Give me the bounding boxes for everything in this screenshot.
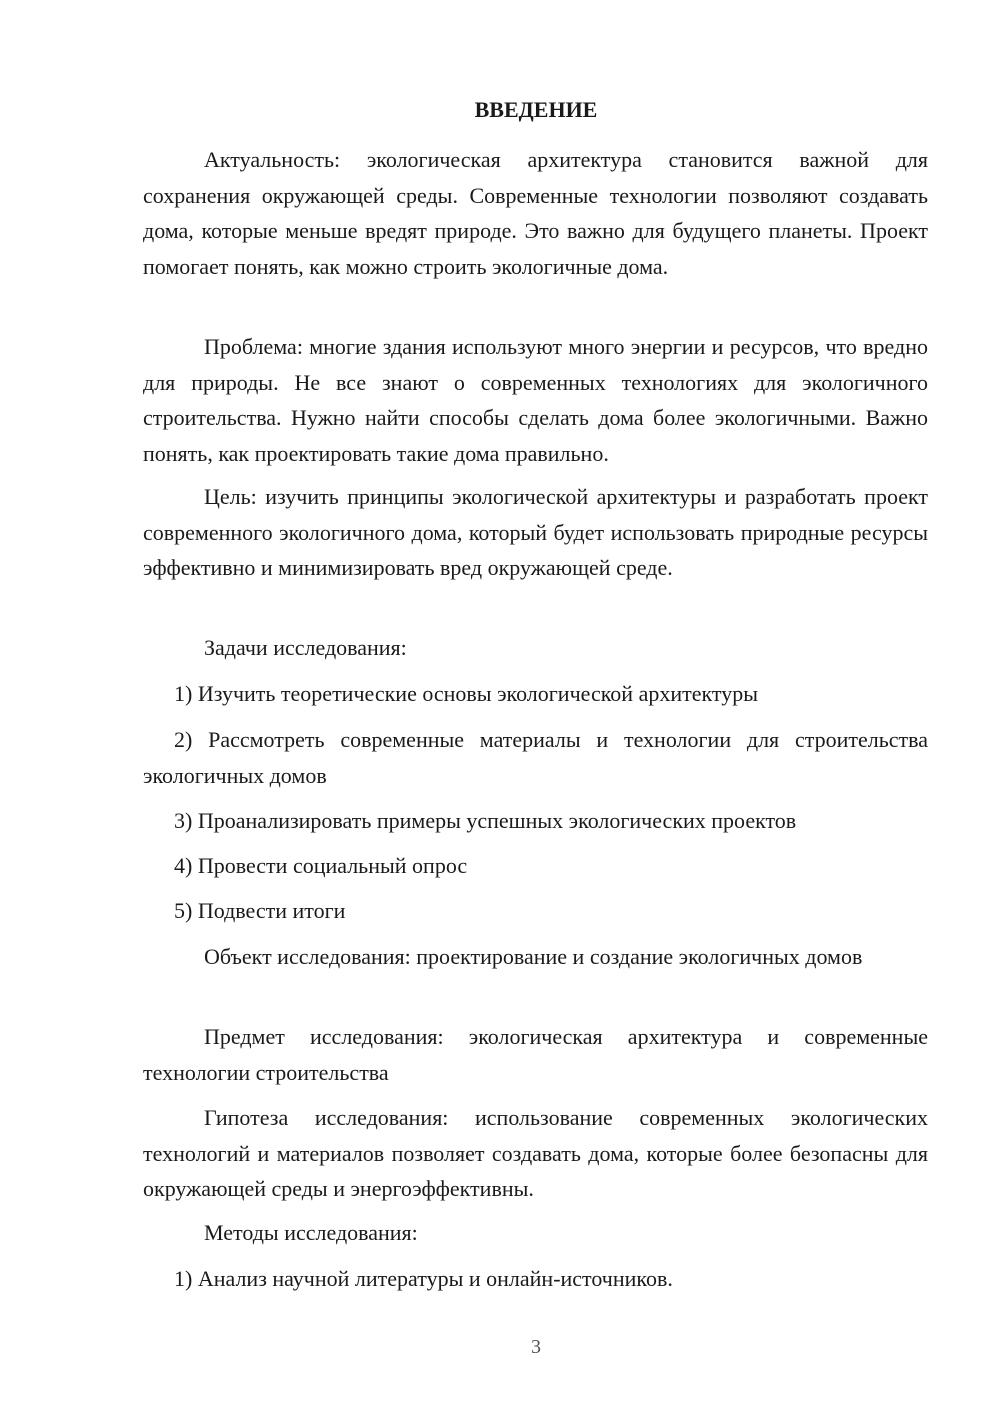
page-number: 3 <box>531 1336 541 1358</box>
method-item-1: 1) Анализ научной литературы и онлайн-источников. <box>174 1266 673 1291</box>
methods-title: Методы исследования: <box>204 1220 418 1245</box>
task-item-2: 2) Рассмотреть современные материалы и технологии для строительства экологичных домов <box>143 727 928 788</box>
page-title: ВВЕДЕНИЕ <box>474 97 598 122</box>
problem-paragraph: Проблема: многие здания используют много энергии и ресурсов, что вредно для природы. Не все знают о современных технологиях для экологичного строительства. Нужно найти способы сделать дома более экологичными. Важно понять, как проектировать такие дома правильно. <box>143 334 928 466</box>
relevance-paragraph: Актуальность: экологическая архитектура становится важной для сохранения окружающей среды. Современные технологии позволяют создавать дома, которые меньше вредят природе. Это важно для будущего планеты. Проект помогает понять, как можно строить экологичные дома. <box>143 147 928 279</box>
task-item-1: 1) Изучить теоретические основы экологической архитектуры <box>174 681 758 706</box>
task-item-5: 5) Подвести итоги <box>174 898 346 923</box>
object-paragraph: Объект исследования: проектирование и создание экологичных домов <box>204 944 863 969</box>
tasks-title: Задачи исследования: <box>204 635 407 660</box>
hypothesis-paragraph: Гипотеза исследования: использование современных экологических технологий и материалов позволяет создавать дома, которые более безопасны для окружающей среды и энергоэффективны. <box>143 1105 928 1201</box>
task-item-4: 4) Провести социальный опрос <box>174 853 468 878</box>
subject-paragraph: Предмет исследования: экологическая архитектура и современные технологии строительства <box>143 1024 928 1085</box>
task-item-3: 3) Проанализировать примеры успешных экологических проектов <box>174 808 797 833</box>
goal-paragraph: Цель: изучить принципы экологической архитектуры и разработать проект современного экологичного дома, который будет использовать природные ресурсы эффективно и минимизировать вред окружающей среде. <box>143 484 928 580</box>
